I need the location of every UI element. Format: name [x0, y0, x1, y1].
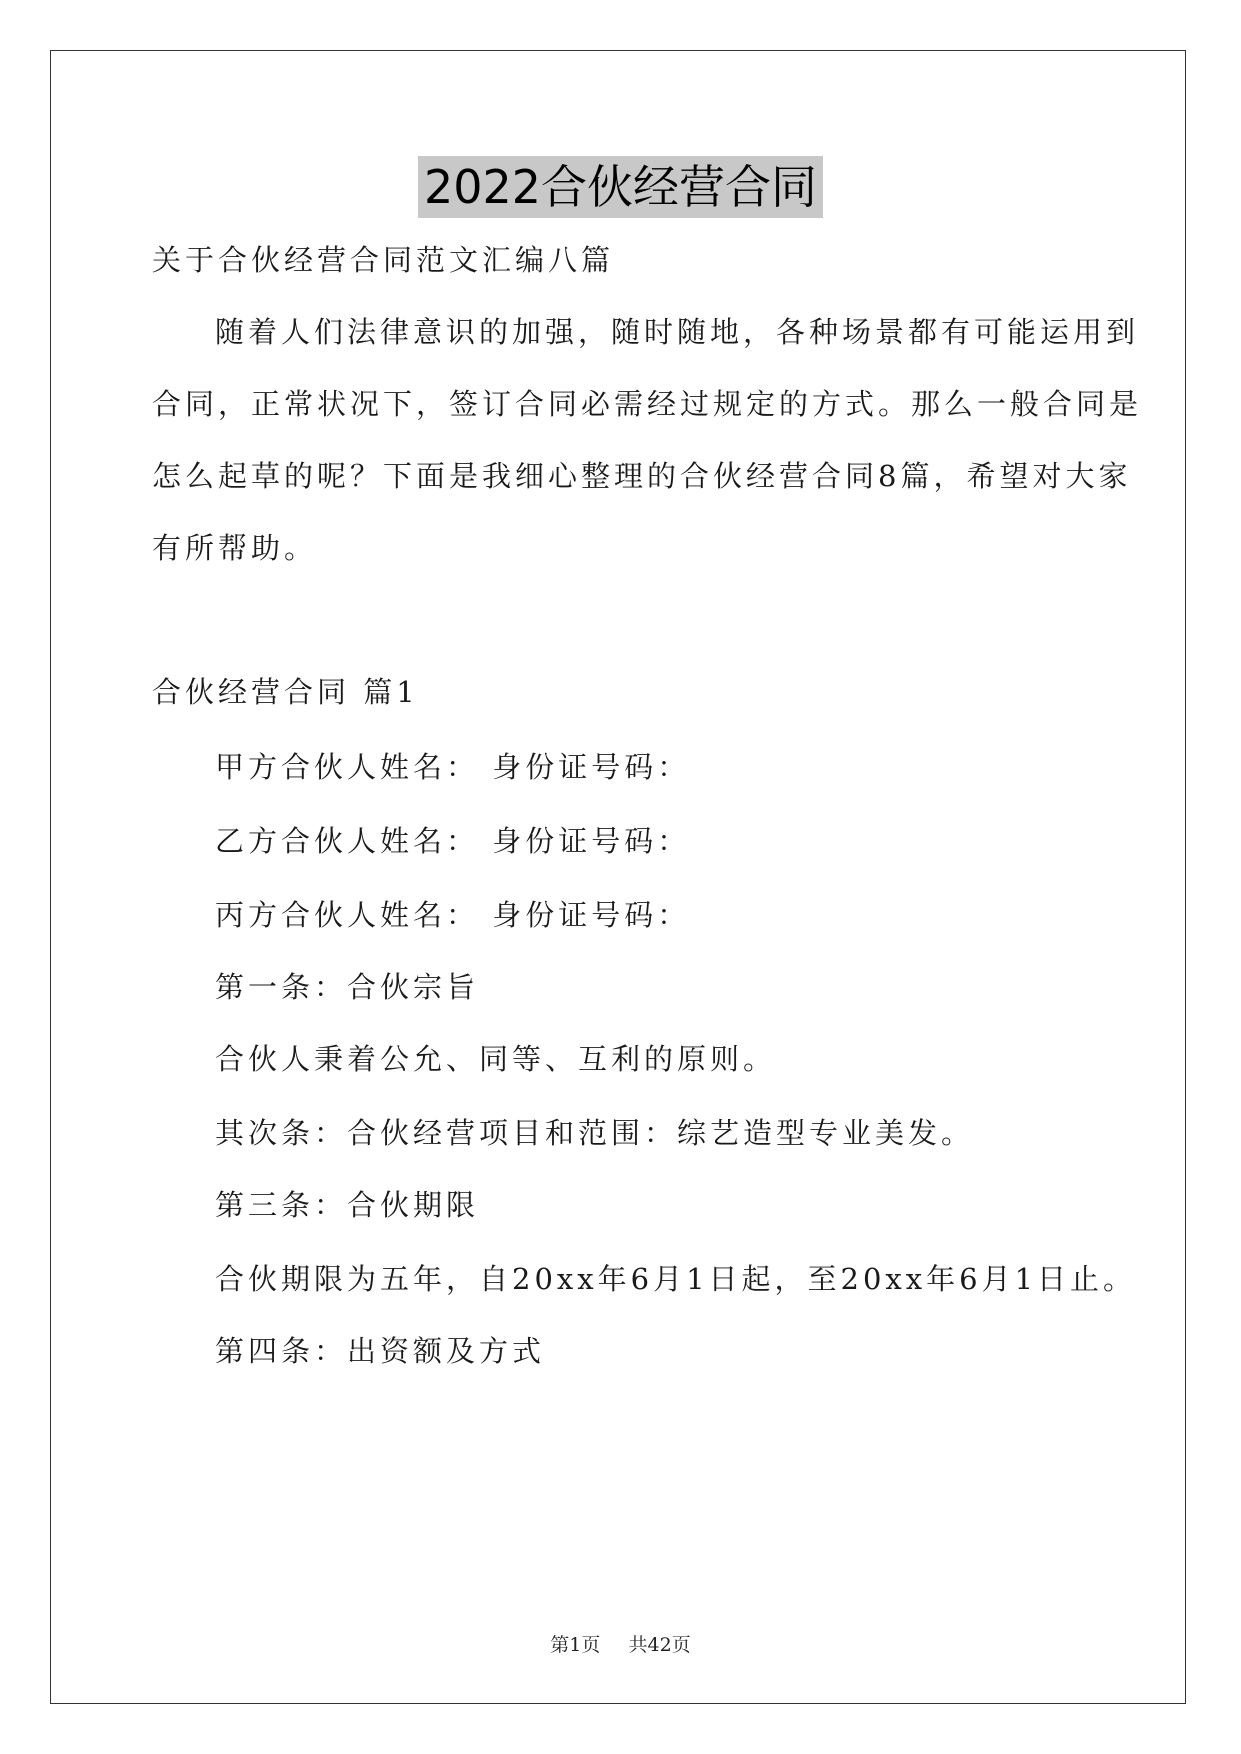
document-subtitle: 关于合伙经营合同范文汇编八篇	[152, 243, 615, 277]
title-wrap	[0, 156, 1241, 218]
intro-line: 合同，正常状况下，签订合同必需经过规定的方式。那么一般合同是	[152, 387, 1143, 421]
page-footer	[0, 1630, 1241, 1657]
page-number: 第1页	[550, 1634, 601, 1656]
section-heading: 合伙经营合同 篇1	[152, 675, 419, 709]
article-heading: 第一条：合伙宗旨	[215, 970, 480, 1004]
intro-line: 有所帮助。	[152, 531, 318, 565]
body-line: 合伙人秉着公允、同等、互利的原则。	[215, 1042, 777, 1076]
document-title: 2022合伙经营合同	[418, 156, 823, 218]
body-line: 乙方合伙人姓名： 身份证号码：	[215, 824, 691, 858]
body-line: 甲方合伙人姓名： 身份证号码：	[215, 750, 691, 784]
article-heading: 第四条：出资额及方式	[215, 1334, 546, 1368]
page-total: 共42页	[628, 1634, 691, 1656]
body-line: 丙方合伙人姓名： 身份证号码：	[215, 898, 691, 932]
intro-line: 随着人们法律意识的加强，随时随地，各种场景都有可能运用到	[215, 315, 1140, 349]
page-border	[50, 50, 1186, 1704]
intro-line: 怎么起草的呢？下面是我细心整理的合伙经营合同8篇，希望对大家	[152, 459, 1132, 493]
article-heading: 其次条：合伙经营项目和范围：综艺造型专业美发。	[215, 1116, 975, 1150]
article-heading: 第三条：合伙期限	[215, 1188, 480, 1222]
body-line: 合伙期限为五年，自20xx年6月1日起，至20xx年6月1日止。	[215, 1262, 1137, 1296]
